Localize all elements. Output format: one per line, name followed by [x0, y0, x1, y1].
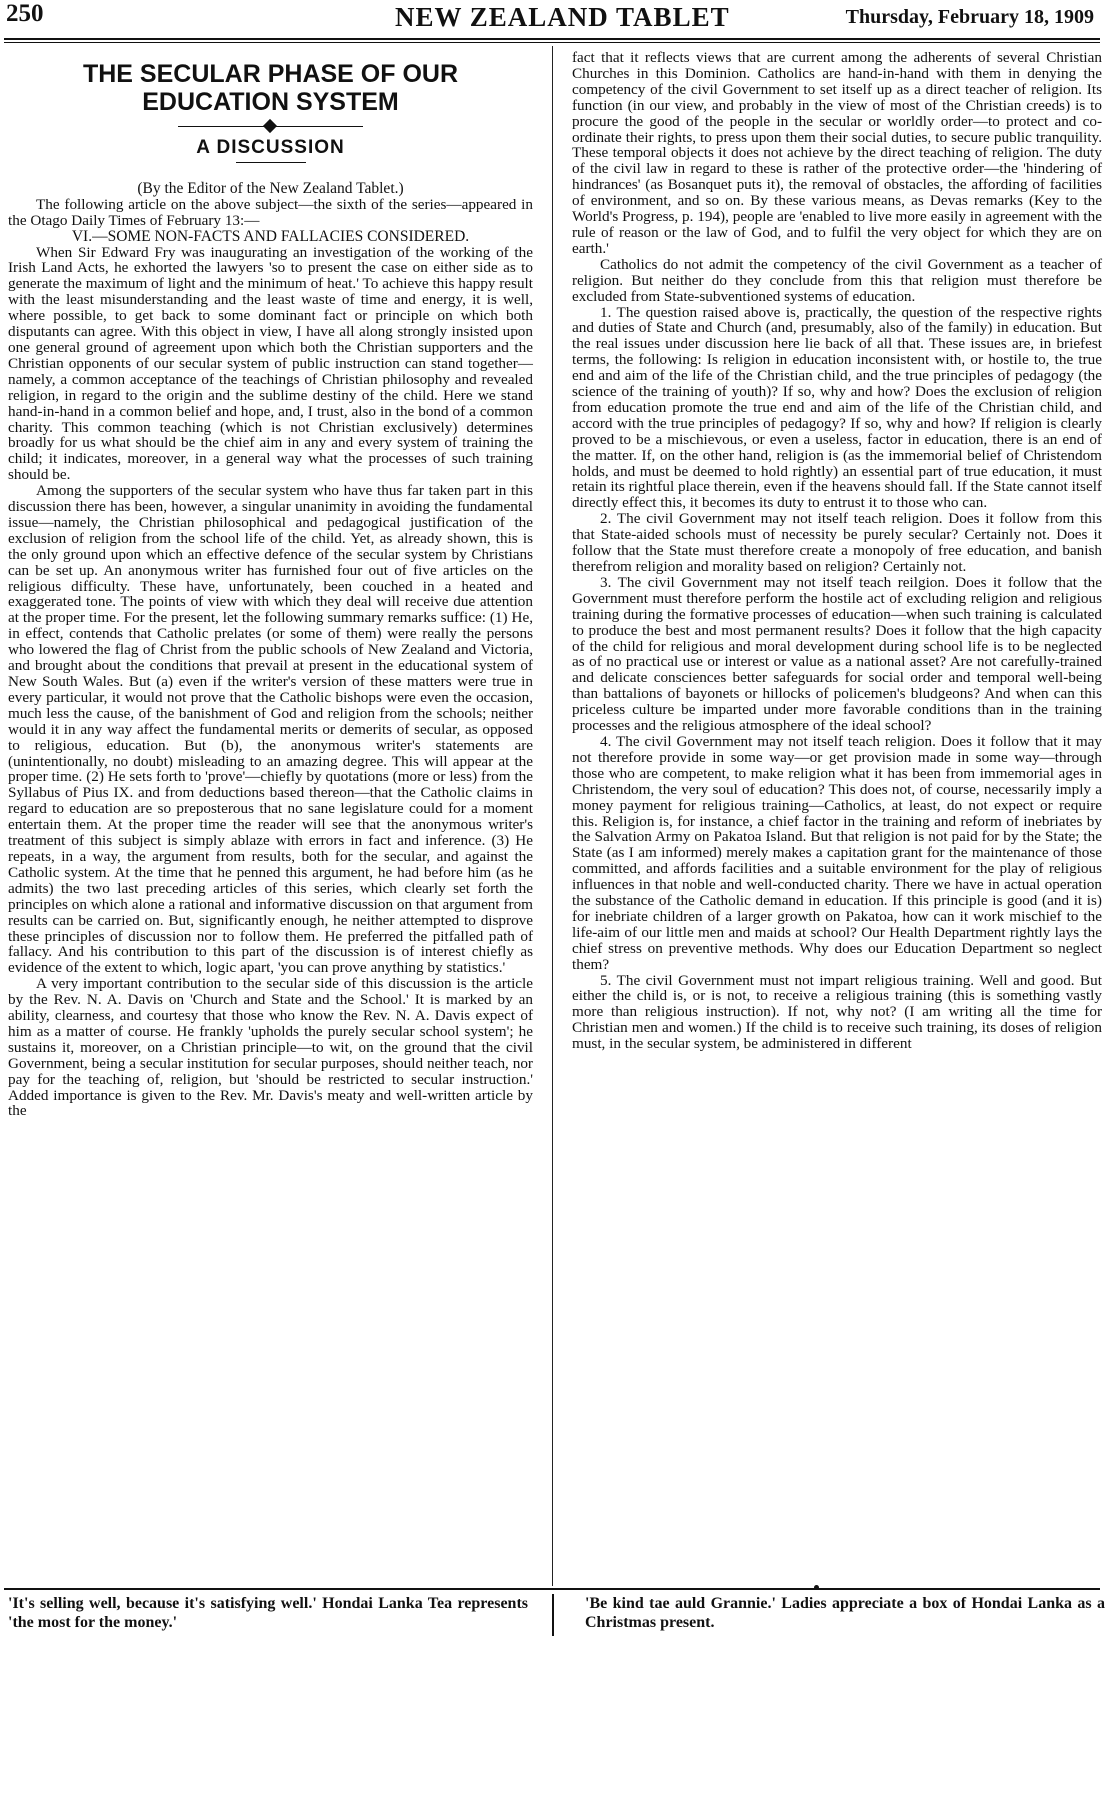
diamond-ornament-icon — [263, 119, 277, 133]
paragraph: 1. The question raised above is, practically, the question of the respective rights and duties of State and Church (and, presumably, also of the family) in education. But the real issues under discussion here lie back of all that. These issues are, in briefest terms, the following: Is religion in education inconsistent with, or hostile to, the true end and aim of the life of the Christian child, and the true principles of pedagogy (the science of the training of youth)? If so, why and how? Does the exclusion of religion from education promote the true end and aim of the life of the Christian child, and accord with the true principles of pedagogy? If so, why and how? If religion is clearly proved to be a mischievous, or even a useless, factor in education, there is an end of the matter. If, on the other hand, religion is (as the immemorial belief of Christendom holds, and must be deemed to hold rightly) an essential part of true education, it must retain its rightful place therein, even if the heavens should fall. If the State cannot itself directly effect this, it becomes its duty to entrust it to those who can. — [572, 303, 1102, 512]
article-title: THE SECULAR PHASE OF OUR EDUCATION SYSTEM — [82, 60, 459, 116]
ad-text: 'Be kind tae auld Grannie.' Ladies appreciate a box of Hondai Lanka as a Christmas present. — [585, 1595, 1105, 1631]
paragraph: Among the supporters of the secular system who have thus far taken part in this discussion there has been, however, a singular unanimity in avoiding the fundamental issue—namely, the Christian philosophical and pedagogical justification of the exclusion of religion from the school life of the child. Yet, as already shown, this is the only ground upon which an effective defence of the secular system by Christians can be set up. An anonymous writer has furnished four out of five articles on the religious difficulty. These have, unfortunately, been couched in a heated and exaggerated tone. The points of view with which they deal will receive due attention at the proper time. For the present, let the following summary remarks suffice: (1) He, in effect, contends that Catholic prelates (or some of them) were really the persons who lowered the flag of Christ from the public schools of New Zealand and Victoria, and brought about the conditions that prevail at present in the educational system of New South Wales. But (a) even if the writer's version of these matters were true in every particular, it would not prove that the Catholic bishops were even the occasion, much less the cause, of the banishment of God and religion from the schools; neither would it in any way affect the fundamental merits or demerits of secular, as opposed to religious, education. But (b), the anonymous writer's statements are (unintentionally, no doubt) misleading to an amazing degree. This will appear at the proper time. (2) He sets forth to 'prove'—chiefly by quotations (more or less) from the Syllabus of Pius IX. and from deductions based thereon—that the Catholic claims in regard to education are so preposterous that no sane legislature could for a moment entertain them. At the proper time the reader will see that the anonymous writer's treatment of this subject is simply ablaze with errors in fact and inference. (3) He repeats, in a way, the argument from results, both for the secular, and against the Catholic system. At the time that he penned this argument, he had before him (as he admits) the two last preceding articles of this series, which clearly set forth the principles on which alone a rational and informative discussion on that argument from results can be carried on. But, significantly enough, he neither attempted to disprove these principles of discussion nor to follow them. He preferred the pitfalled path of fallacy. And his contribution to this part of the discussion is of interest chiefly as evidence of the extent to which, logic apart, 'you can prove anything by statistics.' — [8, 482, 533, 977]
header-rule — [4, 38, 1100, 40]
ad-text: 'It's selling well, because it's satisfying well.' Hondai Lanka Tea represents 'the most for the money.' — [8, 1595, 528, 1631]
subtitle-rule — [236, 162, 306, 163]
header-rule-thin — [4, 42, 1100, 43]
title-ornament — [8, 120, 533, 134]
publication-title: NEW ZEALAND TABLET — [395, 2, 730, 32]
page-header — [0, 0, 1114, 42]
paragraph: 3. The civil Government may not itself teach reilgion. Does it follow that the Government must therefore perform the hostile act of excluding religion and religious training during the formative processes of education—when such training is calculated to produce the best and most permanent results? Does it follow that the high capacity of the child for religious and moral development during school life is to be neglected as of no practical use or interest or value as a national asset? Are not carefully-trained and delicate consciences better safeguards for social order and temporal well-being than battalions of bayonets or hillocks of policemen's bludgeons? And when can this priceless culture be imparted under more favorable conditions than in the training processes and the religious atmosphere of the ideal school? — [572, 573, 1102, 735]
column-divider — [552, 46, 553, 1586]
article-subtitle: A DISCUSSION — [196, 137, 345, 158]
footer-divider — [552, 1594, 554, 1636]
paragraph: When Sir Edward Fry was inaugurating an investigation of the working of the Irish Land Acts, he exhorted the lawyers 'so to present the case on either side as to generate the maximum of light and the minimum of heat.' To achieve this happy result with the least misunderstanding and the least waste of time and energy, it is well, where possible, to get back to some dominant fact or principle on which both disputants can agree. With this object in view, I have all along strongly insisted upon one general ground of agreement upon which both the Christian supporters and the Christian opponents of our secular system of public instruction can stand together—namely, a common acceptance of the teachings of Christian philosophy and revealed religion, in regard to the origin and the sublime destiny of the child. Here we stand hand-in-hand in a common belief and hope, and, I trust, also in the bond of a common charity. This common teaching (which is not Christian exclusively) determines broadly for us what should be the chief aim in any and every system of training the child; it indicates, moreover, in a general way what the processes of such training should be. — [8, 243, 533, 484]
right-column — [572, 50, 1102, 1052]
paragraph: Catholics do not admit the competency of the civil Government as a teacher of religion. But neither do they conclude from this that religion must therefore be excluded from State-subventioned systems of education. — [572, 255, 1102, 305]
footer-rule — [4, 1588, 1100, 1590]
paragraph: 5. The civil Government must not impart religious training. Well and good. But either the child is, or is not, to receive a religious training (this is something vastly more than religious instruction). If not, why not? (I am writing all the time for Christian men and women.) If the child is to receive such training, its doses of religion must, in the secular system, be administered in different — [572, 971, 1102, 1053]
left-column — [8, 50, 533, 1119]
page-number: 250 — [6, 0, 44, 27]
intro-paragraph: The following article on the above subject—the sixth of the series—appeared in the Otago Daily Times of February 13:— — [8, 195, 533, 229]
byline: (By the Editor of the New Zealand Tablet.) — [137, 179, 404, 197]
advertisement-left — [8, 1594, 528, 1632]
paragraph: A very important contribution to the secular side of this discussion is the article by the Rev. N. A. Davis on 'Church and State and the School.' It is marked by an ability, clearness, and courtesy that those who know the Rev. N. A. Davis expect of him as a matter of course. He frankly 'upholds the purely secular school system'; he sustains it, moreover, on a Christian principle—to wit, on the ground that the civil Government, being a secular institution for secular purposes, should neither teach, nor pay for the teaching of, religion, but 'should be restricted to secular instruction.' Added importance is given to the Rev. Mr. Davis's meaty and well-written article by the — [8, 975, 533, 1120]
footer-dot-icon — [814, 1585, 819, 1590]
paragraph: fact that it reflects views that are current among the adherents of several Christian Churches in this Dominion. Catholics are hand-in-hand with them in denying the competency of the civil Government to set itself up as a direct teacher of religion. Its function (in our view, and probably in the view of most of the Christian creeds) is to procure the good of the people in the secular or worldly order—to protect and co-ordinate their rights, to press upon them their social duties, to secure public tranquility. These temporal objects it does not achieve by the direct teaching of religion. The duty of the civil law in regard to these is rather of the protective order—the 'hindering of hindrances' (as Bosanquet puts it), the removal of obstacles, the affording of facilities of environment, and so on. By these various means, as Devas remarks (Key to the World's Progress, p. 194), people are 'enabled to live more easily in agreement with the rule of reason or the law of God, and to fulfil the very object for which they are on earth.' — [572, 49, 1102, 257]
paragraph: 4. The civil Government may not itself teach religion. Does it follow that it may not therefore provide in some way—or get provision made in some way—through those who are competent, to make religion what it has been from immemorial ages in Christendom, the very soul of education? This does not, of course, necessarily imply a money payment for religious training—Catholics, at least, do not expect or require this. Religion is, for instance, a chief factor in the training and reform of inebriates by the Salvation Army on Pakatoa Island. But that religion is not paid for by the State; the State (as I am informed) merely makes a capitation grant for the maintenance of those committed, and affords facilities and a suitable environment for the play of religious influences in that noble and well-conducted charity. There we have in actual operation the substance of the Catholic demand in education. If this principle is good (and it is) for inebriate children of a larger growth on Pakatoa, how can it work mischief to the life-aim of our little men and maids at school? Our Health Department rightly lays the chief stress on preventive methods. Why does our Education Department so neglect them? — [572, 732, 1102, 973]
advertisement-right — [585, 1594, 1105, 1632]
issue-date: Thursday, February 18, 1909 — [845, 6, 1094, 28]
section-heading: VI.—SOME NON-FACTS AND FALLACIES CONSIDERED. — [71, 227, 470, 245]
paragraph: 2. The civil Government may not itself teach religion. Does it follow from this that State-aided schools must of necessity be purely secular? Certainly not. Does it follow that the State must therefore create a monopoly of free education, and banish therefrom religion and morality based on religion? Certainly not. — [572, 510, 1102, 575]
